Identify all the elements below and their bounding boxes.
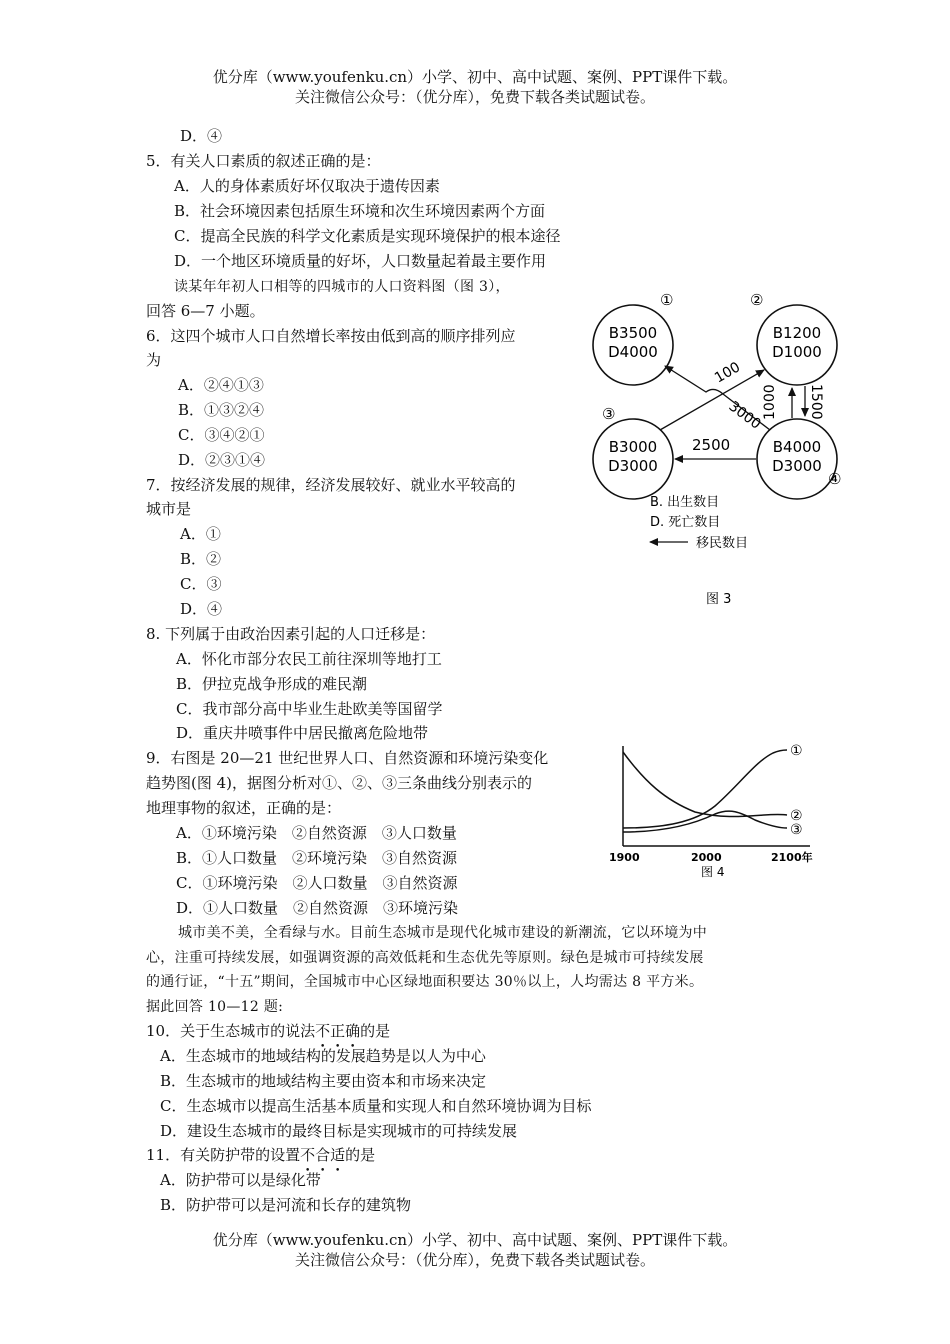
q11-option-a: A．防护带可以是绿化带 [160, 1171, 321, 1189]
figure-3-caption: 图 3 [706, 592, 732, 607]
figure-4-chart [605, 742, 825, 882]
q11-stem-prefix: 11．有关防护带的设置 [146, 1146, 301, 1164]
q11-emphasis-1: 不 [300, 1146, 316, 1164]
flow-4-to-3-label: 2500 [692, 436, 731, 454]
q10-option-b: B．生态城市的地域结构主要由资本和市场来决定 [160, 1072, 487, 1090]
q6-stem-1: 6．这四个城市人口自然增长率按由低到高的顺序排列应 [146, 327, 516, 345]
curve-3-label: ③ [790, 822, 803, 838]
q11-emphasis-2: 合 [315, 1146, 331, 1164]
q5-option-d: D．一个地区环境质量的好坏，人口数量起着最主要作用 [174, 252, 547, 270]
header-line-1: 优分库（www.youfenku.cn）小学、初中、高中试题、案例、PPT课件下载。 [212, 68, 738, 86]
curve-2 [623, 752, 787, 817]
q8-stem: 8. 下列属于由政治因素引起的人口迁移是： [146, 625, 436, 643]
q10-emphasis-2: 正 [330, 1022, 346, 1040]
q5-option-c: C．提高全民族的科学文化素质是实现环境保护的根本途径 [174, 227, 561, 245]
q8-option-c: C．我市部分高中毕业生赴欧美等国留学 [176, 700, 443, 718]
q4-option-d: D．④ [180, 127, 223, 145]
q10-emphasis-1: 不 [315, 1022, 331, 1040]
figure-3-diagram [588, 288, 850, 618]
passage-line-2: 心，注重可持续发展，如强调资源的高效低耗和生态优先等原则。绿色是城市可持续发展 [146, 950, 704, 966]
city-3-births: B3000 [608, 438, 658, 456]
q11-stem [146, 1143, 375, 1168]
city-2-deaths: D1000 [772, 343, 822, 361]
intro-6-7-line-2: 回答 6—7 小题。 [146, 302, 265, 320]
q10-option-a: A．生态城市的地域结构的发展趋势是以人为中心 [160, 1047, 486, 1065]
q6-option-b: B．①③②④ [178, 401, 265, 419]
city-4-deaths: D3000 [772, 457, 822, 475]
intro-6-7-line-1: 读某年年初人口相等的四城市的人口资料图（图 3）， [174, 279, 510, 295]
q9-stem-1: 9．右图是 20—21 世纪世界人口、自然资源和环境污染变化 [146, 749, 549, 767]
q6-option-c: C．③④②① [178, 426, 265, 444]
x-tick-1900: 1900 [609, 851, 640, 864]
legend-births: B. 出生数目 [650, 495, 720, 510]
footer-line-2: 关注微信公众号：（优分库），免费下载各类试题试卷。 [294, 1251, 655, 1269]
q9-stem-2: 趋势图(图 4)，据图分析对①、②、③三条曲线分别表示的 [146, 774, 533, 792]
q5-option-a: A．人的身体素质好坏仅取决于遗传因素 [174, 177, 440, 195]
q11-emphasis-3: 适 [330, 1146, 346, 1164]
header-line-2: 关注微信公众号：（优分库），免费下载各类试题试卷。 [294, 88, 655, 106]
flow-4-to-1-label: 3000 [725, 398, 764, 433]
q5-stem: 5．有关人口素质的叙述正确的是： [146, 152, 381, 170]
footer-line-1: 优分库（www.youfenku.cn）小学、初中、高中试题、案例、PPT课件下载。 [212, 1231, 738, 1249]
flow-3-to-2-label: 100 [712, 359, 744, 387]
q6-option-a: A．②④①③ [178, 376, 264, 394]
q7-stem-1: 7．按经济发展的规律，经济发展较好、就业水平较高的 [146, 476, 516, 494]
city-2-label: ② [750, 291, 764, 309]
city-3-label: ③ [602, 405, 616, 423]
x-tick-2100: 2100年 [771, 851, 813, 864]
city-4-label: ④ [828, 470, 842, 488]
legend-migration: 移民数目 [696, 536, 749, 551]
city-1-deaths: D4000 [608, 343, 658, 361]
curve-1-label: ① [790, 743, 803, 759]
legend-deaths: D. 死亡数目 [650, 515, 721, 530]
q6-option-d: D．②③①④ [178, 451, 266, 469]
q11-option-b: B．防护带可以是河流和长存的建筑物 [160, 1196, 412, 1214]
q9-option-c: C．①环境污染 ②人口数量 ③自然资源 [176, 874, 458, 892]
figure-4-caption: 图 4 [701, 865, 725, 879]
q8-option-d: D．重庆井喷事件中居民撤离危险地带 [176, 724, 429, 742]
q9-option-d: D．①人口数量 ②自然资源 ③环境污染 [176, 899, 459, 917]
q10-stem-prefix: 10．关于生态城市的说法 [146, 1022, 316, 1040]
q7-option-b: B．② [180, 550, 222, 568]
passage-line-4: 据此回答 10—12 题: [146, 999, 284, 1015]
q7-stem-2: 城市是 [146, 500, 192, 518]
q10-emphasis-3: 确 [345, 1022, 361, 1040]
q8-option-b: B．伊拉克战争形成的难民潮 [176, 675, 368, 693]
q6-stem-2: 为 [146, 351, 162, 369]
curve-2-label: ② [790, 808, 803, 824]
q8-option-a: A．怀化市部分农民工前往深圳等地打工 [176, 650, 442, 668]
q7-option-d: D．④ [180, 600, 223, 618]
x-tick-2000: 2000 [691, 851, 722, 864]
q10-option-d: D．建设生态城市的最终目标是实现城市的可持续发展 [160, 1122, 518, 1140]
q7-option-a: A．① [180, 525, 221, 543]
city-3-deaths: D3000 [608, 457, 658, 475]
q9-option-a: A．①环境污染 ②自然资源 ③人口数量 [176, 824, 457, 842]
city-2-births: B1200 [772, 324, 822, 342]
q7-option-c: C．③ [180, 575, 222, 593]
flow-2-to-4-label: 1500 [808, 384, 824, 420]
q9-stem-3: 地理事物的叙述，正确的是： [146, 799, 342, 817]
q9-option-b: B．①人口数量 ②环境污染 ③自然资源 [176, 849, 458, 867]
q11-stem-suffix: 的是 [345, 1146, 376, 1164]
q10-stem [146, 1019, 390, 1044]
curve-1 [623, 750, 787, 828]
q10-stem-suffix: 的是 [360, 1022, 391, 1040]
q10-option-c: C．生态城市以提高生活基本质量和实现人和自然环境协调为目标 [160, 1097, 592, 1115]
passage-line-3: 的通行证，“十五”期间，全国城市中心区绿地面积要达 30％以上，人均需达 8 平方米。 [146, 974, 704, 990]
q5-option-b: B．社会环境因素包括原生环境和次生环境因素两个方面 [174, 202, 546, 220]
city-1-label: ① [660, 291, 674, 309]
passage-line-1: 城市美不美，全看绿与水。目前生态城市是现代化城市建设的新潮流，它以环境为中 [178, 925, 708, 941]
city-1-births: B3500 [608, 324, 658, 342]
city-4-births: B4000 [772, 438, 822, 456]
flow-4-to-2-label: 1000 [762, 384, 778, 420]
